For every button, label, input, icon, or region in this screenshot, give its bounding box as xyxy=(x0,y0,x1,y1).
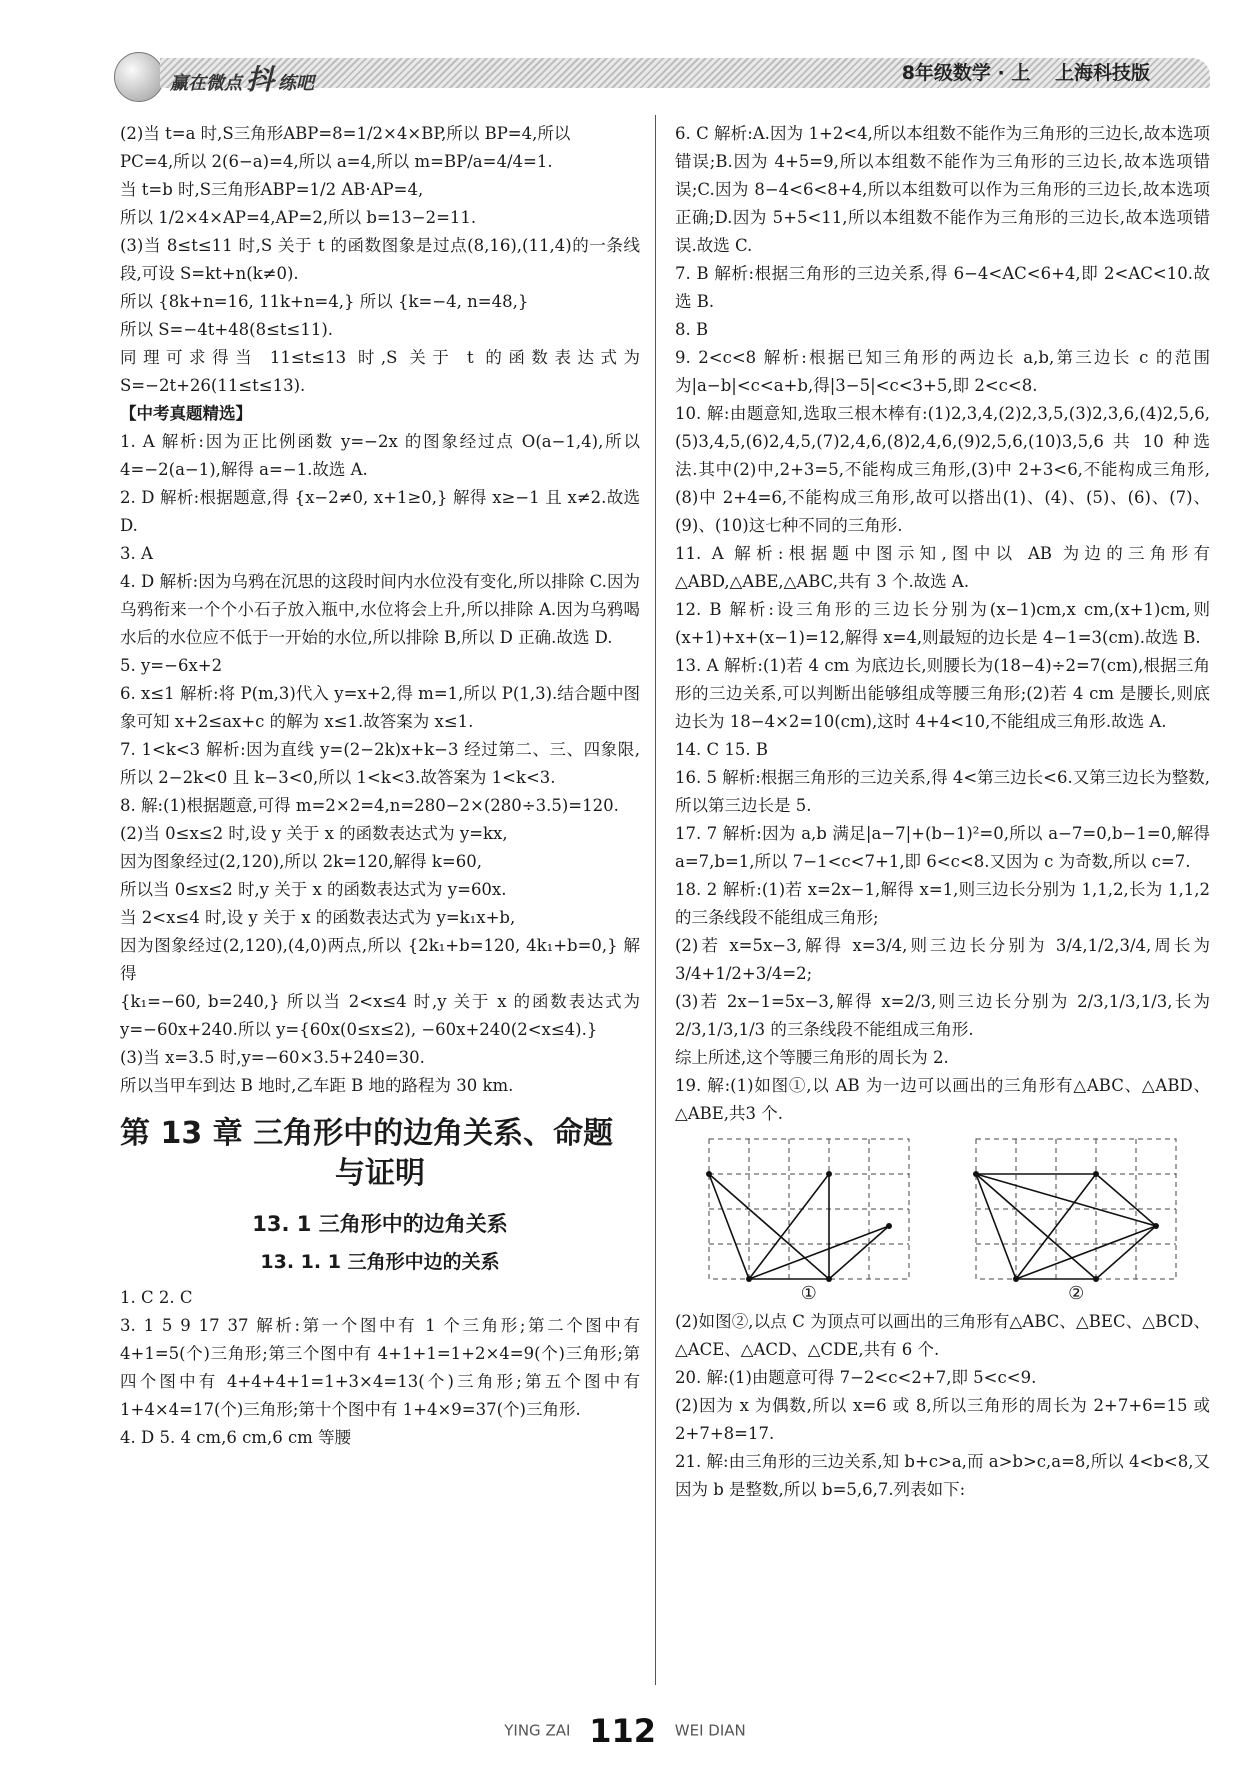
answer-item: 3. A xyxy=(120,544,153,563)
text-line: 当 t=b 时,S三角形ABP=1/2 AB·AP=4, xyxy=(120,180,424,199)
text-line: 所以 1/2×4×AP=4,AP=2,所以 b=13−2=11. xyxy=(120,208,477,227)
text-line: 所以 {8k+n=16, 11k+n=4,} 所以 {k=−4, n=48,} xyxy=(120,292,529,311)
column-divider xyxy=(655,115,656,1685)
text-line: (2)当 t=a 时,S三角形ABP=8=1/2×4×BP,所以 BP=4,所以 xyxy=(120,124,571,143)
text-line: 所以 S=−4t+48(8≤t≤11). xyxy=(120,320,334,339)
answer-item: 11. A 解析:根据题中图示知,图中以 AB 为边的三角形有△ABD,△ABE,△ABC,共有 3 个.故选 A. xyxy=(675,544,1210,591)
text-line: 因为图象经过(2,120),(4,0)两点,所以 {2k₁+b=120, 4k₁+b=0,} 解得 xyxy=(120,936,640,983)
section-title: 13. 1 三角形中的边角关系 xyxy=(252,1212,508,1236)
answer-item: 6. x≤1 解析:将 P(m,3)代入 y=x+2,得 m=1,所以 P(1,3).结合题中图象可知 x+2≤ax+c 的解为 x≤1.故答案为 x≤1. xyxy=(120,684,640,731)
text-line: 所以当 0≤x≤2 时,y 关于 x 的函数表达式为 y=60x. xyxy=(120,880,507,899)
answer-item: 9. 2<c<8 解析:根据已知三角形的两边长 a,b,第三边长 c 的范围为|a−b|<c<a+b,得|3−5|<c<3+5,即 2<c<8. xyxy=(675,348,1210,395)
logo: 赢在微点 抖 练吧 xyxy=(170,63,315,96)
answer-item: 1. C 2. C xyxy=(120,1288,193,1307)
figure-2-caption: ② xyxy=(1068,1283,1085,1304)
page-footer xyxy=(0,1712,1250,1750)
text-line: 当 2<x≤4 时,设 y 关于 x 的函数表达式为 y=k₁x+b, xyxy=(120,908,516,927)
answer-item: 16. 5 解析:根据三角形的三边关系,得 4<第三边长<6.又第三边长为整数,所以第三边长是 5. xyxy=(675,768,1210,815)
text-line: (2)若 x=5x−3,解得 x=3/4,则三边长分别为 3/4,1/2,3/4,周长为 3/4+1/2+3/4=2; xyxy=(675,936,1210,983)
text-line: {k₁=−60, b=240,} 所以当 2<x≤4 时,y 关于 x 的函数表达式为 y=−60x+240.所以 y={60x(0≤x≤2), −60x+240(2<x≤4).} xyxy=(120,992,640,1039)
answer-item: 19. 解:(1)如图①,以 AB 为一边可以画出的三角形有△ABC、△ABD、△ABE,共3 个. xyxy=(675,1076,1210,1123)
answer-item: 1. A 解析:因为正比例函数 y=−2x 的图象经过点 O(a−1,4),所以 4=−2(a−1),解得 a=−1.故选 A. xyxy=(120,432,640,479)
answer-item: 7. 1<k<3 解析:因为直线 y=(2−2k)x+k−3 经过第二、三、四象限,所以 2−2k<0 且 k−3<0,所以 1<k<3.故答案为 1<k<3. xyxy=(120,740,640,787)
triangle-figures xyxy=(675,1134,1210,1284)
answer-item: 4. D 解析:因为乌鸦在沉思的这段时间内水位没有变化,所以排除 C.因为乌鸦衔来一个个小石子放入瓶中,水位将会上升,所以排除 A.因为乌鸦喝水后的水位应不低于一开始的水位,所以排除 B,所以 D 正确.故选 D. xyxy=(120,572,640,647)
answer-item: 7. B 解析:根据三角形的三边关系,得 6−4<AC<6+4,即 2<AC<10.故选 B. xyxy=(675,264,1210,311)
answer-item: 2. D 解析:根据题意,得 {x−2≠0, x+1≥0,} 解得 x≥−1 且 x≠2.故选 D. xyxy=(120,488,640,535)
text-line: 综上所述,这个等腰三角形的周长为 2. xyxy=(675,1048,949,1067)
text-line: 因为图象经过(2,120),所以 2k=120,解得 k=60, xyxy=(120,852,482,871)
answer-item: 5. y=−6x+2 xyxy=(120,656,223,675)
text-line: (3)当 8≤t≤11 时,S 关于 t 的函数图象是过点(8,16),(11,4)的一条线段,可设 S=kt+n(k≠0). xyxy=(120,236,640,283)
answer-item: (2)如图②,以点 C 为顶点可以画出的三角形有△ABC、△BEC、△BCD、△ACE、△ACD、△CDE,共有 6 个. xyxy=(675,1312,1210,1359)
answer-item: 17. 7 解析:因为 a,b 满足|a−7|+(b−1)²=0,所以 a−7=0,b−1=0,解得 a=7,b=1,所以 7−1<c<7+1,即 6<c<8.又因为 c 为奇数,所以 c=7. xyxy=(675,824,1210,871)
answer-item: 10. 解:由题意知,选取三根木棒有:(1)2,3,4,(2)2,3,5,(3)2,3,6,(4)2,5,6,(5)3,4,5,(6)2,4,5,(7)2,4,6,(8)2,4,6,(9)2,5,6,(10)3,5,6 共 10 种选法.其中(2)中,2+3=5,不能构成三角形,(3)中 2+3<6,不能构成三角形,(8)中 2+4=6,不能构成三角形,故可以搭出(1)、(4)、(5)、(6)、(7)、(9)、(10)这七种不同的三角形. xyxy=(675,404,1210,535)
footer-left: YING ZAI xyxy=(504,1721,571,1740)
answer-item: 21. 解:由三角形的三边关系,知 b+c>a,而 a>b>c,a=8,所以 4<b<8,又因为 b 是整数,所以 b=5,6,7.列表如下: xyxy=(675,1452,1210,1499)
answer-item: 12. B 解析:设三角形的三边长分别为(x−1)cm,x cm,(x+1)cm,则(x+1)+x+(x−1)=12,解得 x=4,则最短的边长是 4−1=3(cm).故选 B. xyxy=(675,600,1210,647)
text-line: (2)当 0≤x≤2 时,设 y 关于 x 的函数表达式为 y=kx, xyxy=(120,824,508,843)
answer-item: 6. C 解析:A.因为 1+2<4,所以本组数不能作为三角形的三边长,故本选项错误;B.因为 4+5=9,所以本组数不能作为三角形的三边长,故本选项错误;C.因为 8−4<6<8+4,所以本组数可以作为三角形的三边长,故本选项正确;D.因为 5+5<11,所以本组数不能作为三角形的三边长,故本选项错误.故选 C. xyxy=(675,124,1210,255)
page-number: 112 xyxy=(589,1712,656,1750)
chapter-title: 第 13 章 三角形中的边角关系、命题 与证明 xyxy=(120,1116,614,1191)
book-info xyxy=(884,58,1150,85)
answer-item: 13. A 解析:(1)若 4 cm 为底边长,则腰长为(18−4)÷2=7(cm),根据三角形的三边关系,可以判断出能够组成等腰三角形;(2)若 4 cm 是腰长,则底边长为 18−4×2=10(cm),这时 4+4<10,不能组成三角形.故选 A. xyxy=(675,656,1210,731)
figure-1 xyxy=(704,1134,914,1284)
left-column xyxy=(120,120,640,1452)
answer-item: 18. 2 解析:(1)若 x=2x−1,解得 x=1,则三边长分别为 1,1,2,长为 1,1,2 的三条线段不能组成三角形; xyxy=(675,880,1210,927)
figure-1-caption: ① xyxy=(800,1283,817,1304)
grade-label: 8年级数学 · 上 xyxy=(901,62,1031,84)
answer-item: 8. B xyxy=(675,320,709,339)
subsection-title: 13. 1. 1 三角形中边的关系 xyxy=(260,1251,500,1273)
answer-item: 8. 解:(1)根据题意,可得 m=2×2=4,n=280−2×(280÷3.5)=120. xyxy=(120,796,619,815)
text-line: PC=4,所以 2(6−a)=4,所以 a=4,所以 m=BP/a=4/4=1. xyxy=(120,152,553,171)
edition-label: 上海科技版 xyxy=(1054,62,1150,84)
right-column xyxy=(675,120,1210,1504)
answer-item: 14. C 15. B xyxy=(675,740,768,759)
text-line: (3)若 2x−1=5x−3,解得 x=2/3,则三边长分别为 2/3,1/3,1/3,长为 2/3,1/3,1/3 的三条线段不能组成三角形. xyxy=(675,992,1210,1039)
answer-item: 3. 1 5 9 17 37 解析:第一个图中有 1 个三角形;第二个图中有 4+1=5(个)三角形;第三个图中有 4+1+1=1+2×4=9(个)三角形;第四个图中有 4+4+4+1=1+3×4=13(个)三角形;第五个图中有 1+4×4=17(个)三角形;第十个图中有 1+4×9=37(个)三角形. xyxy=(120,1316,640,1419)
logo-ball-icon xyxy=(114,52,164,102)
text-line: 所以当甲车到达 B 地时,乙车距 B 地的路程为 30 km. xyxy=(120,1076,514,1095)
figure-2 xyxy=(971,1134,1181,1284)
figure-captions xyxy=(675,1280,1210,1308)
page-header xyxy=(100,52,1210,96)
text-line: (3)当 x=3.5 时,y=−60×3.5+240=30. xyxy=(120,1048,425,1067)
answer-item: 20. 解:(1)由题意可得 7−2<c<2+7,即 5<c<9. xyxy=(675,1368,1037,1387)
text-line: (2)因为 x 为偶数,所以 x=6 或 8,所以三角形的周长为 2+7+6=15 或 2+7+8=17. xyxy=(675,1396,1210,1443)
footer-right: WEI DIAN xyxy=(674,1721,746,1740)
text-line: 同理可求得当 11≤t≤13 时,S 关于 t 的函数表达式为 S=−2t+26(11≤t≤13). xyxy=(120,348,640,395)
section-label: 【中考真题精选】 xyxy=(120,404,252,423)
answer-item: 4. D 5. 4 cm,6 cm,6 cm 等腰 xyxy=(120,1428,352,1447)
